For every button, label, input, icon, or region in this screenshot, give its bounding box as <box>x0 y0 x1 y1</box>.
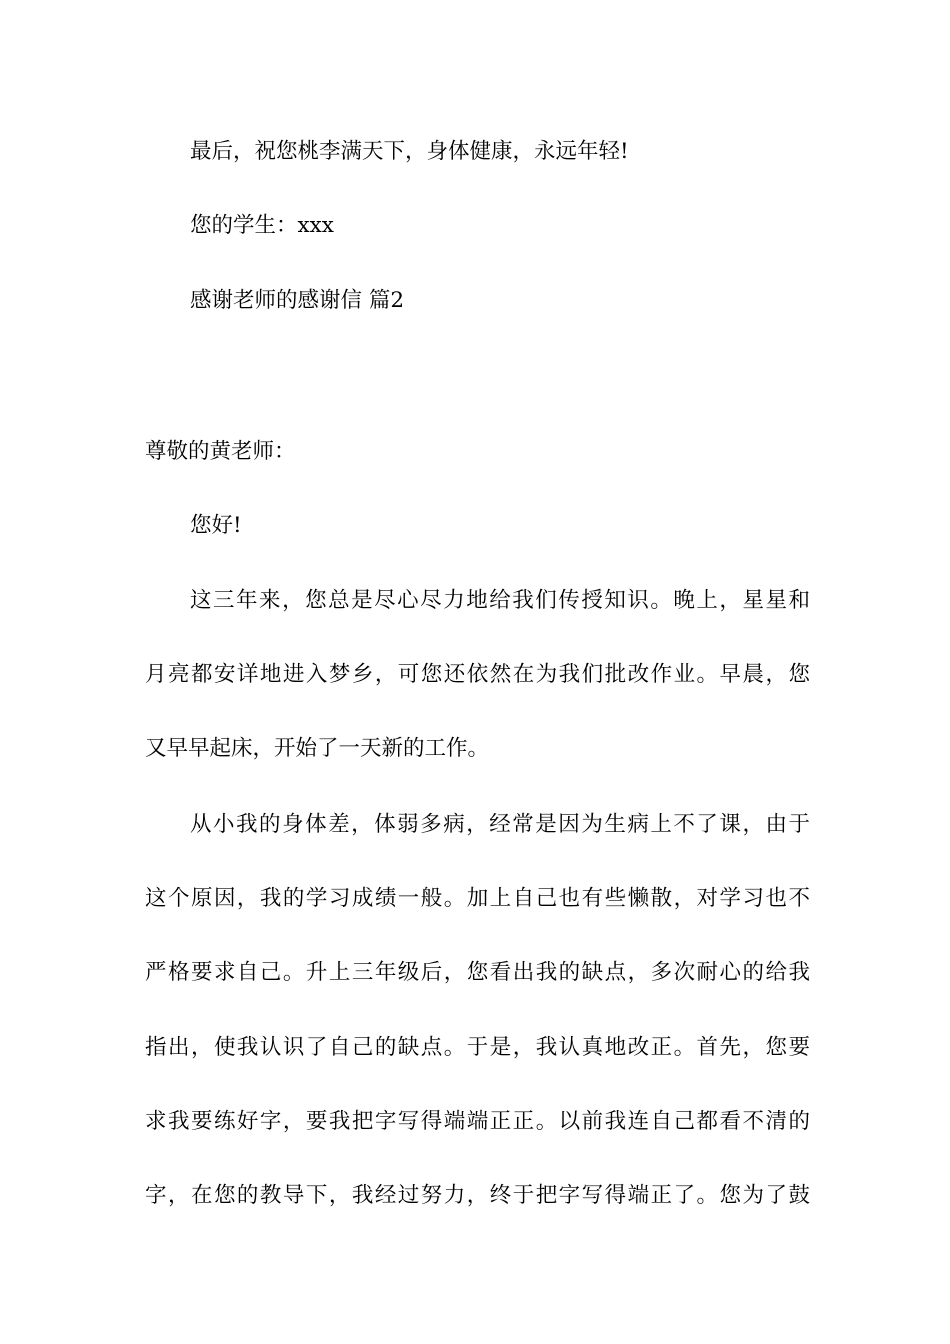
paragraph-line: 严格要求自己。升上三年级后，您看出我的缺点，多次耐心的给我 <box>145 960 810 985</box>
section-title: 感谢老师的感谢信 篇2 <box>190 288 405 313</box>
greeting: 您好! <box>190 513 242 538</box>
paragraph-line: 又早早起床，开始了一天新的工作。 <box>145 736 490 761</box>
paragraph-line: 字，在您的教导下，我经过努力，终于把字写得端正了。您为了鼓 <box>145 1183 810 1208</box>
paragraph-line: 月亮都安详地进入梦乡，可您还依然在为我们批改作业。早晨，您 <box>145 662 810 687</box>
closing-line: 最后，祝您桃李满天下，身体健康，永远年轻! <box>190 139 629 164</box>
paragraph-line: 求我要练好字，要我把字写得端端正正。以前我连自己都看不清的 <box>145 1109 810 1134</box>
paragraph-line: 这三年来，您总是尽心尽力地给我们传授知识。晚上，星星和 <box>190 588 810 613</box>
salutation: 尊敬的黄老师： <box>145 439 296 464</box>
paragraph-line: 指出，使我认识了自己的缺点。于是，我认真地改正。首先，您要 <box>145 1035 810 1060</box>
signature-line: 您的学生：xxx <box>190 213 334 238</box>
paragraph-line: 这个原因，我的学习成绩一般。加上自己也有些懒散，对学习也不 <box>145 886 810 911</box>
paragraph-line: 从小我的身体差，体弱多病，经常是因为生病上不了课，由于 <box>190 812 810 837</box>
